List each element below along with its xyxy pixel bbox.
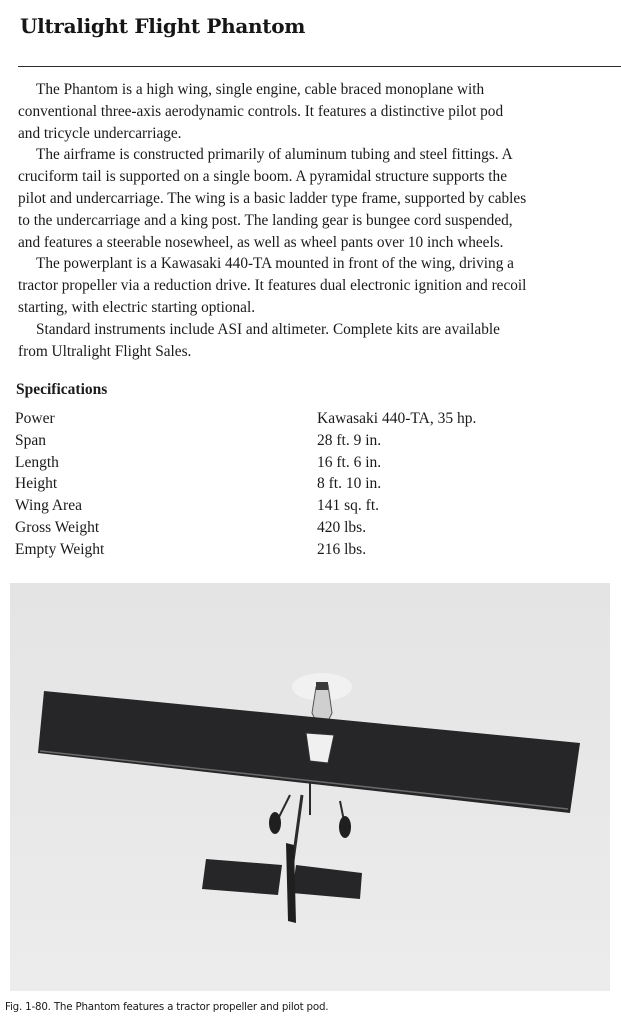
body-line: to the undercarriage and a king post. The landing gear is bungee cord suspended,: [18, 211, 513, 229]
body-line: The airframe is constructed primarily of aluminum tubing and steel fittings. A: [36, 146, 513, 164]
body-line: tractor propeller via a reduction drive. It features dual electronic ignition and recoil: [18, 277, 527, 295]
figure-caption: Fig. 1-80. The Phantom features a tractor propeller and pilot pod.: [5, 1001, 329, 1013]
body-line: Standard instruments include ASI and altimeter. Complete kits are available: [36, 320, 500, 338]
body-line: pilot and undercarriage. The wing is a basic ladder type frame, supported by cables: [18, 189, 527, 207]
body-line: conventional three-axis aerodynamic controls. It features a distinctive pilot pod: [18, 102, 504, 120]
spec-value: 141 sq. ft.: [317, 497, 379, 515]
body-line: The powerplant is a Kawasaki 440-TA mounted in front of the wing, driving a: [36, 255, 514, 273]
body-line: and tricycle undercarriage.: [18, 124, 182, 142]
page-title: Ultralight Flight Phantom: [20, 14, 306, 38]
spec-label: Empty Weight: [15, 540, 105, 558]
spec-label: Power: [15, 410, 55, 427]
spec-value: 8 ft. 10 in.: [317, 475, 382, 493]
spec-label: Wing Area: [15, 497, 82, 515]
body-line: The Phantom is a high wing, single engine, cable braced monoplane with: [36, 81, 485, 98]
aircraft-photo: [10, 583, 610, 991]
spec-label: Span: [15, 431, 46, 449]
body-line: cruciform tail is supported on a single boom. A pyramidal structure supports the: [18, 168, 507, 186]
right-wheel: [339, 816, 351, 838]
spec-label: Gross Weight: [15, 518, 100, 536]
spec-value: 28 ft. 9 in.: [317, 431, 382, 449]
spec-value: Kawasaki 440-TA, 35 hp.: [317, 410, 477, 427]
propeller-hub: [316, 682, 328, 690]
left-wheel: [269, 812, 281, 834]
body-line: starting, with electric starting optional.: [18, 298, 256, 316]
article-body: [18, 79, 621, 362]
left-stabilizer: [202, 859, 282, 895]
phantom-aircraft-illustration: [10, 583, 610, 991]
specifications-heading: Specifications: [16, 381, 108, 398]
spec-label: Height: [15, 475, 58, 493]
spec-label: Length: [15, 453, 59, 471]
title-rule: [18, 66, 621, 67]
spec-value: 420 lbs.: [317, 518, 367, 536]
body-line: and features a steerable nosewheel, as well as wheel pants over 10 inch wheels.: [18, 233, 504, 251]
spec-value: 16 ft. 6 in.: [317, 453, 382, 471]
spec-value: 216 lbs.: [317, 540, 367, 558]
body-line: from Ultralight Flight Sales.: [18, 342, 192, 360]
